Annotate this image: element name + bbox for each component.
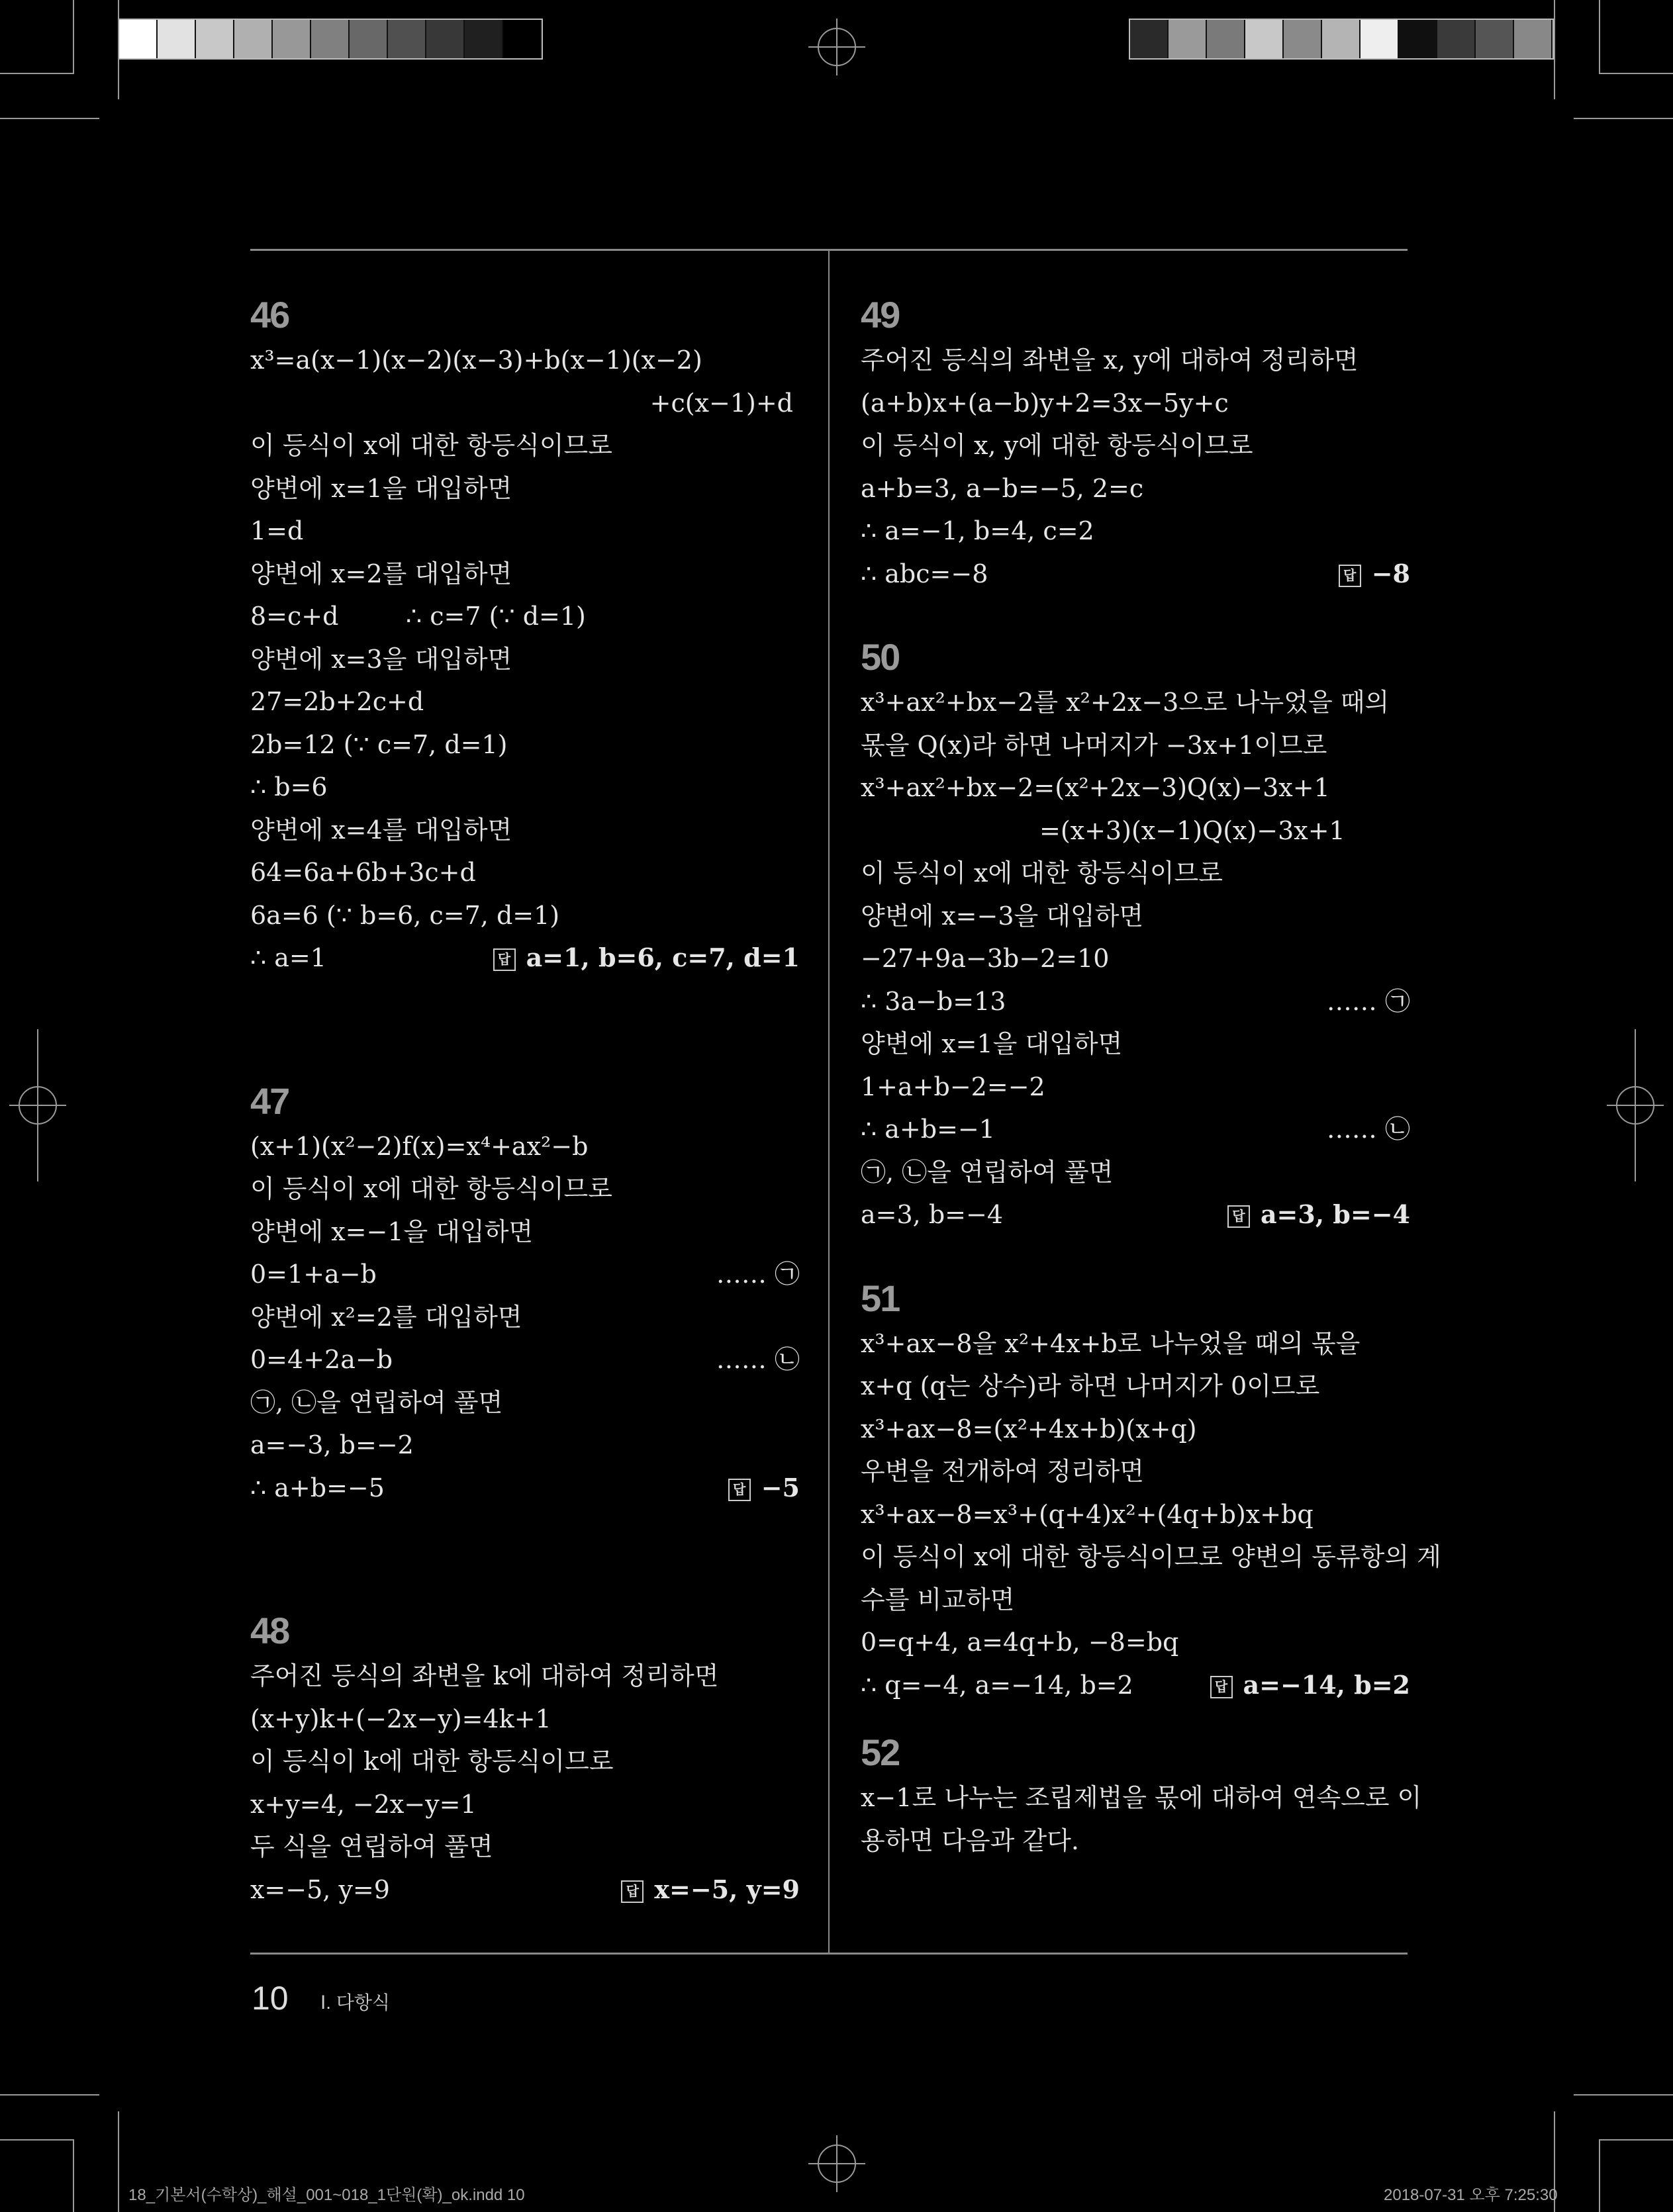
equation-line: +c(x−1)+d [649, 388, 793, 418]
calibration-swatch [388, 20, 426, 58]
equation-marker: …… ㉠ [1326, 986, 1410, 1016]
equation-line [861, 1193, 1410, 1236]
equation-line [861, 980, 1410, 1023]
equation-line: x+y=4, −2x−y=1 [250, 1789, 477, 1819]
slug-timestamp: 2018-07-31 오후 7:25:30 [1384, 2186, 1558, 2204]
calibration-swatch [1361, 20, 1399, 58]
text-line: 양변에 x²=2를 대입하면 [250, 1302, 522, 1332]
text-line: 이 등식이 x에 대한 항등식이므로 [861, 858, 1223, 888]
equation-line: a+b=3, a−b=−5, 2=c [861, 473, 1144, 503]
equation-line [861, 553, 1410, 596]
crop-mark [0, 2094, 99, 2096]
crop-mark [0, 118, 99, 119]
bottom-rule [250, 1953, 1408, 1955]
problem-number: 52 [861, 1731, 900, 1773]
text-line: 이 등식이 x, y에 대한 항등식이므로 [861, 431, 1253, 460]
equation-line: 0=q+4, a=4q+b, −8=bq [861, 1628, 1179, 1657]
answer-text: −8 [1371, 558, 1410, 588]
answer-text: a=3, b=−4 [1260, 1199, 1410, 1229]
text-line: 몫을 Q(x)라 하면 나머지가 −3x+1이므로 [861, 730, 1327, 760]
calibration-bar-right [1129, 19, 1554, 60]
crop-mark [0, 73, 74, 74]
calibration-swatch [273, 20, 311, 58]
equation-text: 0=4+2a−b [250, 1345, 393, 1374]
text-line: 이 등식이 x에 대한 항등식이므로 [250, 431, 612, 460]
text-line: x³+ax−8을 x²+4x+b로 나누었을 때의 몫을 [861, 1328, 1361, 1358]
text-line: ㉠, ㉡을 연립하여 풀면 [861, 1157, 1114, 1187]
equation-text: ∴ a=1 [250, 943, 326, 972]
calibration-swatch [1514, 20, 1553, 58]
crop-mark [1599, 73, 1673, 74]
equation-line: x³+ax−8=x³+(q+4)x²+(4q+b)x+bq [861, 1499, 1314, 1529]
section-title: Ⅰ. 다항식 [320, 1992, 390, 2013]
equation-line [861, 1664, 1410, 1707]
equation-line [861, 1108, 1410, 1151]
equation-line: x³=a(x−1)(x−2)(x−3)+b(x−1)(x−2) [250, 346, 702, 375]
calibration-swatch [1437, 20, 1476, 58]
spacer [250, 1509, 800, 1607]
equation-line: 27=2b+2c+d [250, 687, 424, 716]
crop-mark [1554, 0, 1555, 99]
answer [621, 1868, 800, 1912]
text-line: 주어진 등식의 좌변을 x, y에 대하여 정리하면 [861, 346, 1359, 375]
crop-mark [73, 0, 74, 74]
equation-marker: …… ㉠ [716, 1260, 800, 1289]
crop-mark [1599, 2139, 1600, 2212]
crop-mark [1599, 0, 1600, 74]
spacer [861, 595, 1410, 633]
answer [1210, 1664, 1411, 1707]
calibration-swatch [1322, 20, 1361, 58]
crop-mark [118, 0, 119, 99]
equation-line: −27+9a−3b−2=10 [861, 944, 1110, 973]
equation-text: ∴ q=−4, a=−14, b=2 [861, 1670, 1133, 1700]
text-line: 용하면 다음과 같다. [861, 1825, 1079, 1855]
calibration-swatch [1207, 20, 1245, 58]
problem-number: 46 [250, 294, 289, 336]
calibration-swatch [503, 20, 542, 58]
equation-note: ∴ c=7 (∵ d=1) [406, 602, 586, 631]
spacer [861, 1236, 1410, 1275]
equation-line [250, 1338, 800, 1381]
equation-marker: …… ㉡ [716, 1345, 800, 1374]
crop-mark [37, 1029, 38, 1181]
text-line: 이 등식이 x에 대한 항등식이므로 양변의 동류항의 계 [861, 1542, 1441, 1571]
registration-mark-bottom [808, 2135, 865, 2192]
answer-text: a=−14, b=2 [1243, 1669, 1410, 1700]
equation-text: a=3, b=−4 [861, 1200, 1004, 1229]
calibration-swatch [1245, 20, 1284, 58]
equation-text: 0=1+a−b [250, 1260, 377, 1289]
equation-line: a=−3, b=−2 [250, 1430, 414, 1459]
equation-line: ∴ a=−1, b=4, c=2 [861, 516, 1094, 545]
equation-line [250, 595, 800, 638]
problem-number: 47 [250, 1080, 289, 1122]
crop-mark [0, 2139, 74, 2141]
calibration-swatch [311, 20, 350, 58]
answer-badge: 답 [1227, 1205, 1250, 1228]
registration-mark-top [808, 19, 865, 75]
answer [728, 1467, 800, 1510]
text-line: 양변에 x=−3을 대입하면 [861, 901, 1144, 931]
calibration-swatch [119, 20, 158, 58]
crop-mark [118, 2111, 119, 2212]
text-line: x+q (q는 상수)라 하면 나머지가 0이므로 [861, 1371, 1320, 1401]
crop-mark [73, 2139, 74, 2212]
calibration-swatch [234, 20, 273, 58]
answer [493, 937, 800, 980]
answer-text: a=1, b=6, c=7, d=1 [526, 943, 800, 972]
calibration-swatch [1399, 20, 1437, 58]
equation-line [250, 937, 800, 980]
calibration-swatch [1169, 20, 1207, 58]
equation-line [250, 1868, 800, 1912]
page-number: 10 [252, 1980, 289, 2017]
answer-badge: 답 [1210, 1676, 1233, 1698]
answer-badge: 답 [621, 1880, 644, 1903]
equation-line: (a+b)x+(a−b)y+2=3x−5y+c [861, 388, 1229, 418]
text-line: ㉠, ㉡을 연립하여 풀면 [250, 1387, 503, 1417]
text-line: 주어진 등식의 좌변을 k에 대하여 정리하면 [250, 1661, 719, 1690]
crop-mark [1574, 2094, 1673, 2096]
problem-number: 48 [250, 1610, 289, 1651]
answer-badge: 답 [1339, 565, 1361, 587]
text-line: 양변에 x=2를 대입하면 [250, 559, 512, 588]
text-line: 양변에 x=−1을 대입하면 [250, 1217, 534, 1246]
problem-number: 50 [861, 636, 900, 678]
text-line: 양변에 x=3을 대입하면 [250, 644, 512, 674]
left-column [250, 291, 800, 1911]
equation-line [250, 1253, 800, 1296]
equation-text: ∴ abc=−8 [861, 559, 988, 588]
equation-line [250, 1467, 800, 1510]
text-line: 두 식을 연립하여 풀면 [250, 1832, 493, 1861]
equation-line: x³+ax−8=(x²+4x+b)(x+q) [861, 1414, 1197, 1444]
equation-line: (x+1)(x²−2)f(x)=x⁴+ax²−b [250, 1131, 589, 1161]
equation-line: 1+a+b−2=−2 [861, 1072, 1045, 1101]
equation-text: 8=c+d [250, 602, 339, 631]
calibration-swatch [158, 20, 196, 58]
equation-line: (x+y)k+(−2x−y)=4k+1 [250, 1704, 551, 1733]
text-line: 이 등식이 x에 대한 항등식이므로 [250, 1174, 612, 1203]
calibration-swatch [1476, 20, 1514, 58]
equation-text: ∴ 3a−b=13 [861, 986, 1006, 1016]
calibration-swatch [1130, 20, 1169, 58]
text-line: 우변을 전개하여 정리하면 [861, 1457, 1144, 1486]
answer-badge: 답 [493, 948, 516, 971]
text-line: 양변에 x=1을 대입하면 [861, 1029, 1123, 1058]
text-line: 수를 비교하면 [861, 1585, 1015, 1614]
answer-badge: 답 [728, 1479, 751, 1501]
text-line: 양변에 x=1을 대입하면 [250, 473, 512, 503]
text-line: x−1로 나누는 조립제법을 몫에 대하여 연속으로 이 [861, 1783, 1422, 1812]
answer-text: −5 [761, 1472, 800, 1502]
slug-filename: 18_기본서(수학상)_해설_001~018_1단원(확)_ok.indd 10 [128, 2186, 525, 2204]
crop-mark [1635, 1029, 1636, 1181]
text-line: 양변에 x=4를 대입하면 [250, 815, 512, 845]
calibration-swatch [350, 20, 388, 58]
right-column [861, 291, 1441, 1862]
text-line: 이 등식이 k에 대한 항등식이므로 [250, 1747, 614, 1776]
equation-line: x³+ax²+bx−2=(x²+2x−3)Q(x)−3x+1 [861, 773, 1330, 802]
calibration-bar-left [118, 19, 543, 60]
problem-number: 51 [861, 1277, 900, 1319]
equation-line: 1=d [250, 516, 304, 545]
equation-line: =(x+3)(x−1)Q(x)−3x+1 [1039, 815, 1345, 845]
spacer [250, 980, 800, 1078]
crop-mark [1599, 2139, 1673, 2141]
calibration-swatch [196, 20, 234, 58]
equation-line: 6a=6 (∵ b=6, c=7, d=1) [250, 900, 560, 930]
problem-number: 49 [861, 294, 900, 336]
equation-text: x=−5, y=9 [250, 1874, 390, 1904]
calibration-swatch [465, 20, 503, 58]
text-line: x³+ax²+bx−2를 x²+2x−3으로 나누었을 때의 [861, 688, 1390, 717]
answer-text: x=−5, y=9 [654, 1874, 800, 1904]
equation-marker: …… ㉡ [1326, 1115, 1410, 1144]
equation-line: 64=6a+6b+3c+d [250, 858, 476, 887]
equation-line: ∴ b=6 [250, 772, 328, 802]
answer [1227, 1193, 1410, 1236]
crop-mark [1574, 118, 1673, 119]
equation-line: 2b=12 (∵ c=7, d=1) [250, 729, 508, 759]
column-divider [828, 251, 830, 1953]
calibration-swatch [1284, 20, 1322, 58]
spacer [861, 1706, 1410, 1729]
equation-text: ∴ a+b=−5 [250, 1473, 385, 1502]
equation-text: ∴ a+b=−1 [861, 1115, 995, 1144]
answer [1339, 553, 1410, 596]
calibration-swatch [426, 20, 465, 58]
